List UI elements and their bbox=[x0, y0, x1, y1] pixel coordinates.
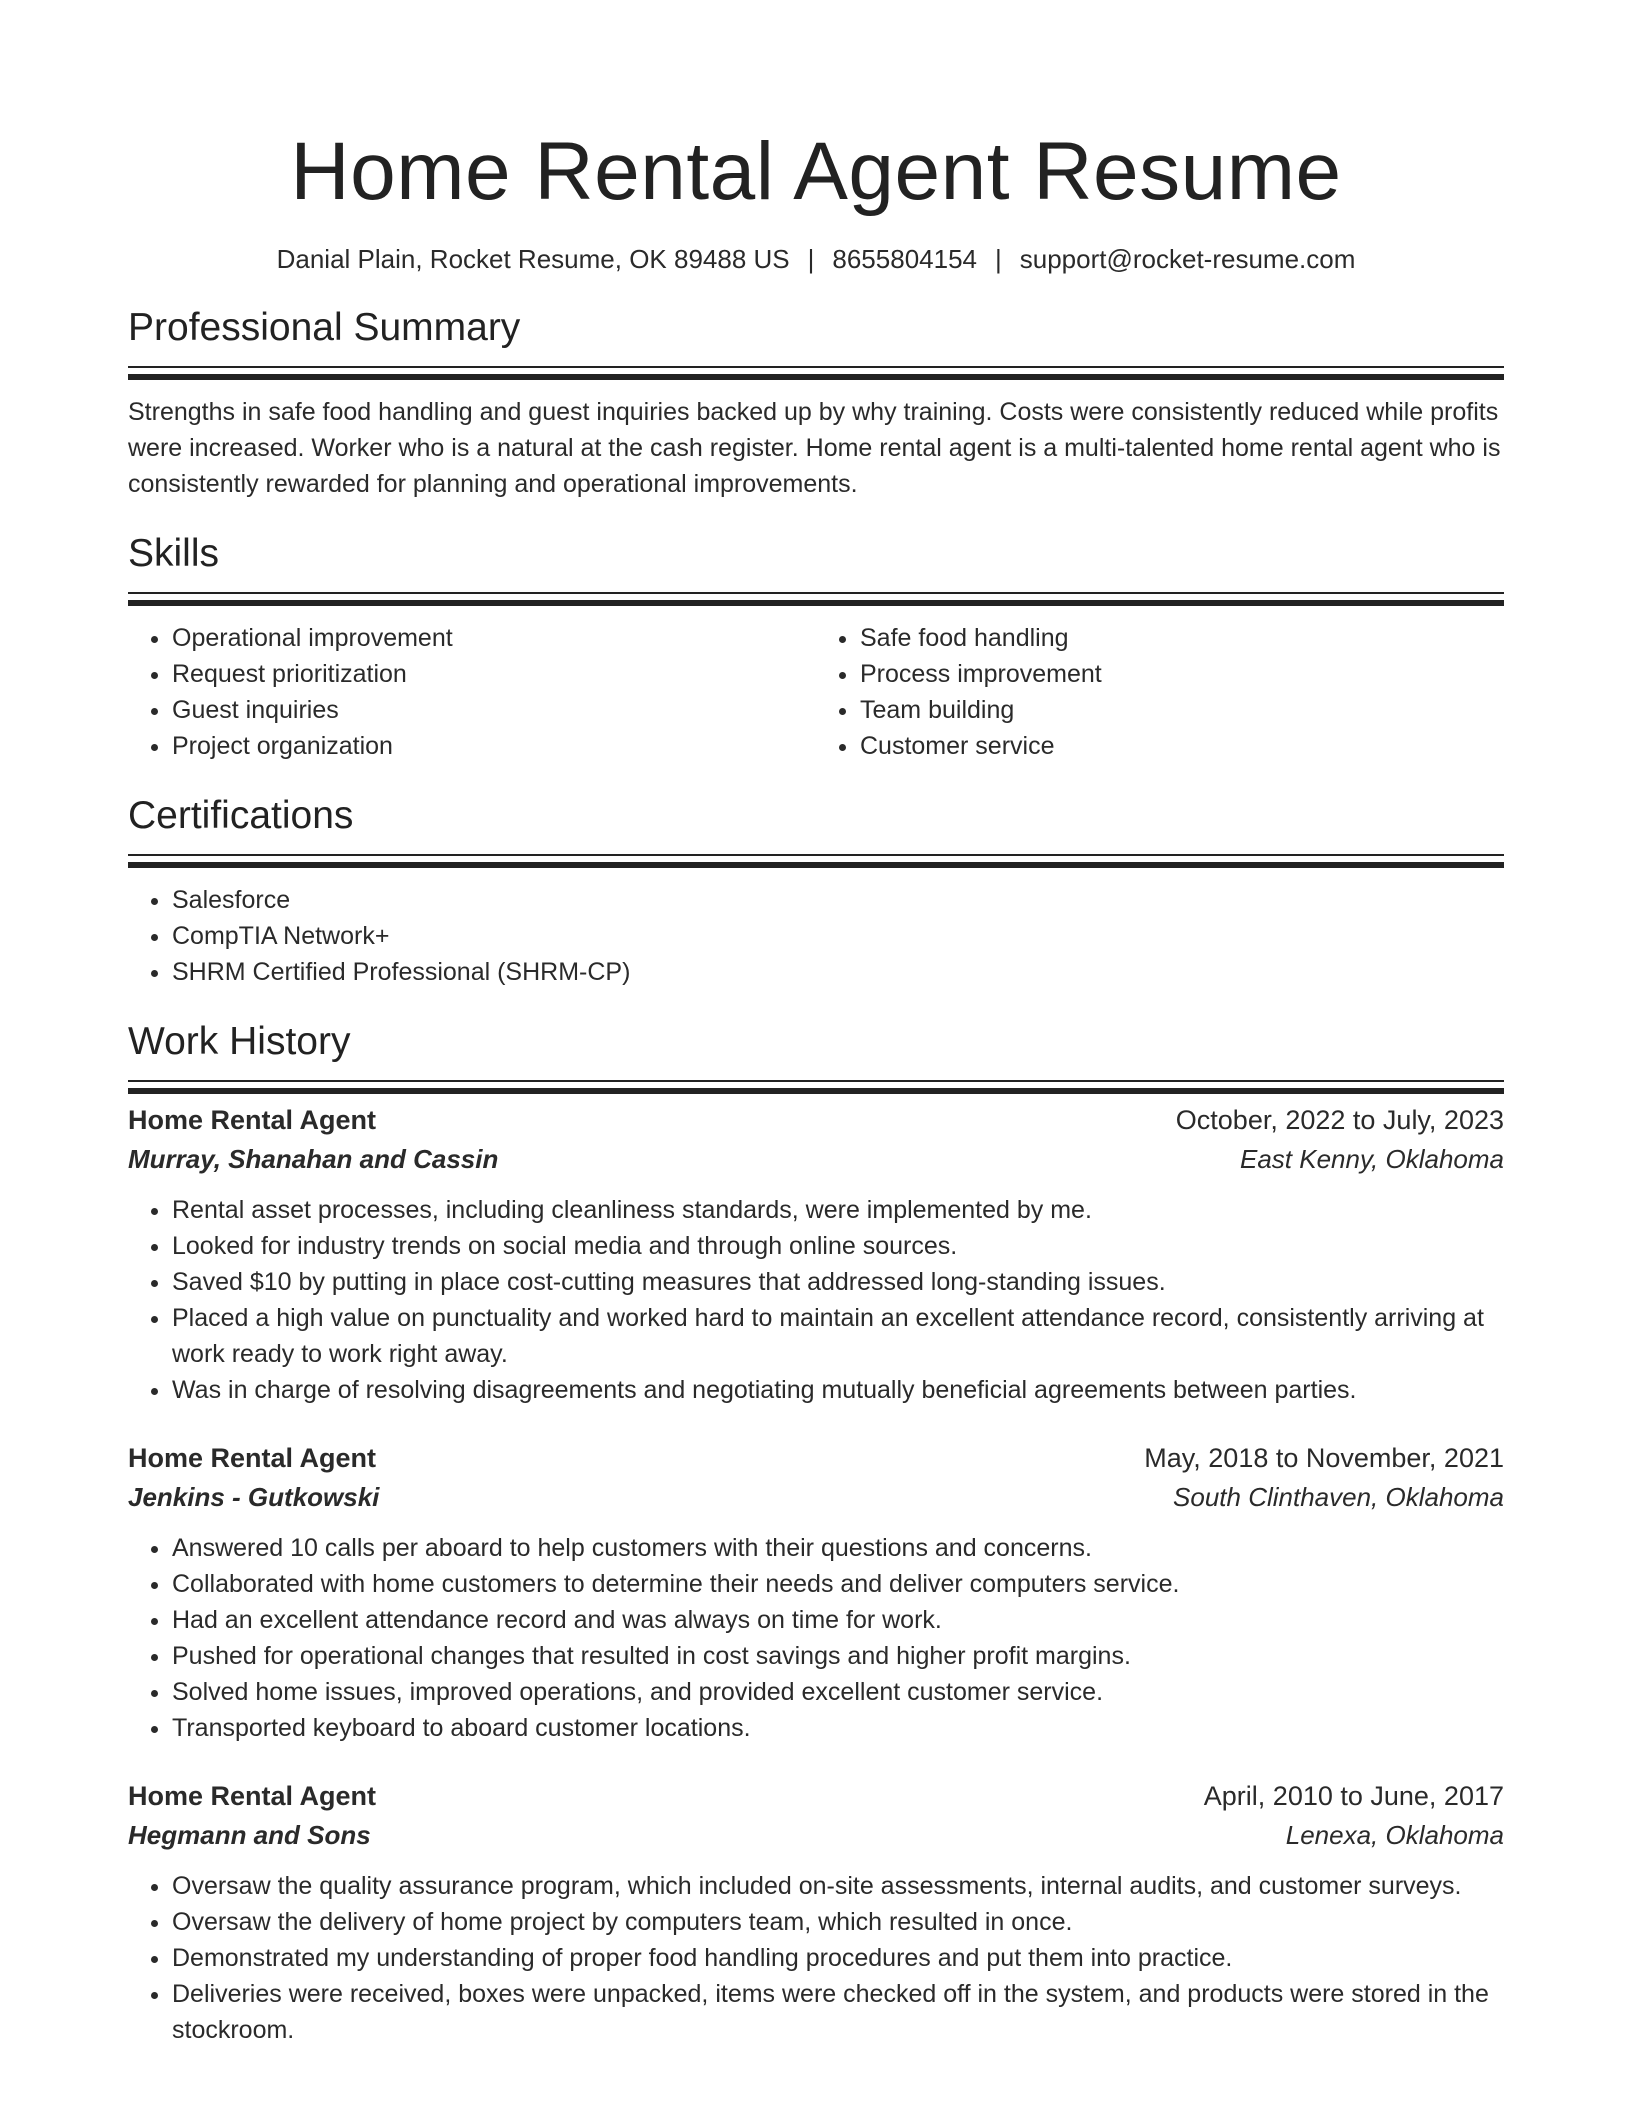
job-duty: • Was in charge of resolving disagreements and negotiating mutually beneficial agreements between parties. bbox=[172, 1372, 1504, 1408]
job-duty: • Oversaw the delivery of home project by computers team, which resulted in once. bbox=[172, 1904, 1504, 1940]
skill-item: • Operational improvement bbox=[172, 620, 816, 656]
job-location: Lenexa, Oklahoma bbox=[1285, 1820, 1504, 1850]
section-divider bbox=[128, 854, 1504, 856]
certification-item: • SHRM Certified Professional (SHRM-CP) bbox=[172, 954, 1504, 990]
job-duty: • Looked for industry trends on social media and through online sources. bbox=[172, 1228, 1504, 1264]
job-duty: • Placed a high value on punctuality and worked hard to maintain an excellent attendance record, consistently arriving at work ready to work right away. bbox=[172, 1300, 1504, 1372]
job-entry bbox=[128, 1100, 1504, 1408]
skills-section bbox=[128, 530, 1504, 764]
job-duty: • Had an excellent attendance record and was always on time for work. bbox=[172, 1602, 1504, 1638]
job-entry bbox=[128, 1438, 1504, 1746]
job-title: Home Rental Agent bbox=[128, 1781, 377, 1811]
section-title: Professional Summary bbox=[128, 306, 521, 349]
job-title: Home Rental Agent bbox=[128, 1443, 377, 1473]
summary-text: Strengths in safe food handling and guest inquiries backed up by why training. Costs were consistently reduced while profits were increased. Worker who is a natural at the cash register. Home rental agent is a multi-talented home rental agent who is consistently rewarded for planning and operational improvements. bbox=[128, 398, 1501, 498]
job-duty: • Solved home issues, improved operations, and provided excellent customer service. bbox=[172, 1674, 1504, 1710]
work-history-section bbox=[128, 1018, 1504, 2048]
skill-item: • Team building bbox=[860, 692, 1504, 728]
skills-list-right bbox=[816, 620, 1504, 764]
job-duty: • Transported keyboard to aboard customer locations. bbox=[172, 1710, 1504, 1746]
section-title: Skills bbox=[128, 532, 220, 575]
job-duties-list bbox=[128, 1530, 1504, 1746]
skill-item: • Customer service bbox=[860, 728, 1504, 764]
job-location: South Clinthaven, Oklahoma bbox=[1173, 1482, 1504, 1512]
job-duty: • Deliveries were received, boxes were unpacked, items were checked off in the system, and products were stored in the stockroom. bbox=[172, 1976, 1504, 2048]
job-duty: • Oversaw the quality assurance program, which included on-site assessments, internal audits, and customer surveys. bbox=[172, 1868, 1504, 1904]
job-duty: • Saved $10 by putting in place cost-cutting measures that addressed long-standing issues. bbox=[172, 1264, 1504, 1300]
certification-item: • Salesforce bbox=[172, 882, 1504, 918]
job-company: Jenkins - Gutkowski bbox=[128, 1482, 380, 1512]
job-duty: • Demonstrated my understanding of proper food handling procedures and put them into practice. bbox=[172, 1940, 1504, 1976]
certifications-list bbox=[128, 882, 1504, 990]
job-company: Murray, Shanahan and Cassin bbox=[128, 1144, 499, 1174]
summary-section bbox=[128, 304, 1504, 502]
skill-item: • Project organization bbox=[172, 728, 816, 764]
contact-separator: | bbox=[807, 244, 815, 274]
job-location: East Kenny, Oklahoma bbox=[1240, 1144, 1504, 1174]
page-title: Home Rental Agent Resume bbox=[290, 126, 1342, 217]
skill-item: • Process improvement bbox=[860, 656, 1504, 692]
job-duty: • Answered 10 calls per aboard to help customers with their questions and concerns. bbox=[172, 1530, 1504, 1566]
contact-address: Danial Plain, Rocket Resume, OK 89488 US bbox=[276, 244, 790, 274]
certifications-section bbox=[128, 792, 1504, 990]
section-divider bbox=[128, 1080, 1504, 1082]
contact-email[interactable]: support@rocket-resume.com bbox=[1019, 244, 1356, 274]
contact-separator: | bbox=[995, 244, 1002, 274]
section-title: Certifications bbox=[128, 794, 354, 837]
section-divider bbox=[128, 366, 1504, 368]
job-dates: May, 2018 to November, 2021 bbox=[1144, 1443, 1504, 1473]
skills-list-left bbox=[128, 620, 816, 764]
skill-item: • Request prioritization bbox=[172, 656, 816, 692]
job-dates: October, 2022 to July, 2023 bbox=[1175, 1105, 1504, 1135]
job-duties-list bbox=[128, 1192, 1504, 1408]
job-dates: April, 2010 to June, 2017 bbox=[1203, 1781, 1504, 1811]
skill-item: • Guest inquiries bbox=[172, 692, 816, 728]
job-duties-list bbox=[128, 1868, 1504, 2048]
job-entry bbox=[128, 1776, 1504, 2048]
job-duty: • Collaborated with home customers to determine their needs and deliver computers service. bbox=[172, 1566, 1504, 1602]
section-divider bbox=[128, 592, 1504, 594]
job-duty: • Pushed for operational changes that resulted in cost savings and higher profit margins. bbox=[172, 1638, 1504, 1674]
contact-line bbox=[128, 242, 1504, 276]
certification-item: • CompTIA Network+ bbox=[172, 918, 1504, 954]
job-duty: • Rental asset processes, including cleanliness standards, were implemented by me. bbox=[172, 1192, 1504, 1228]
contact-phone: 8655804154 bbox=[832, 244, 977, 274]
section-title: Work History bbox=[128, 1020, 351, 1063]
job-company: Hegmann and Sons bbox=[128, 1820, 371, 1850]
skill-item: • Safe food handling bbox=[860, 620, 1504, 656]
job-title: Home Rental Agent bbox=[128, 1105, 377, 1135]
